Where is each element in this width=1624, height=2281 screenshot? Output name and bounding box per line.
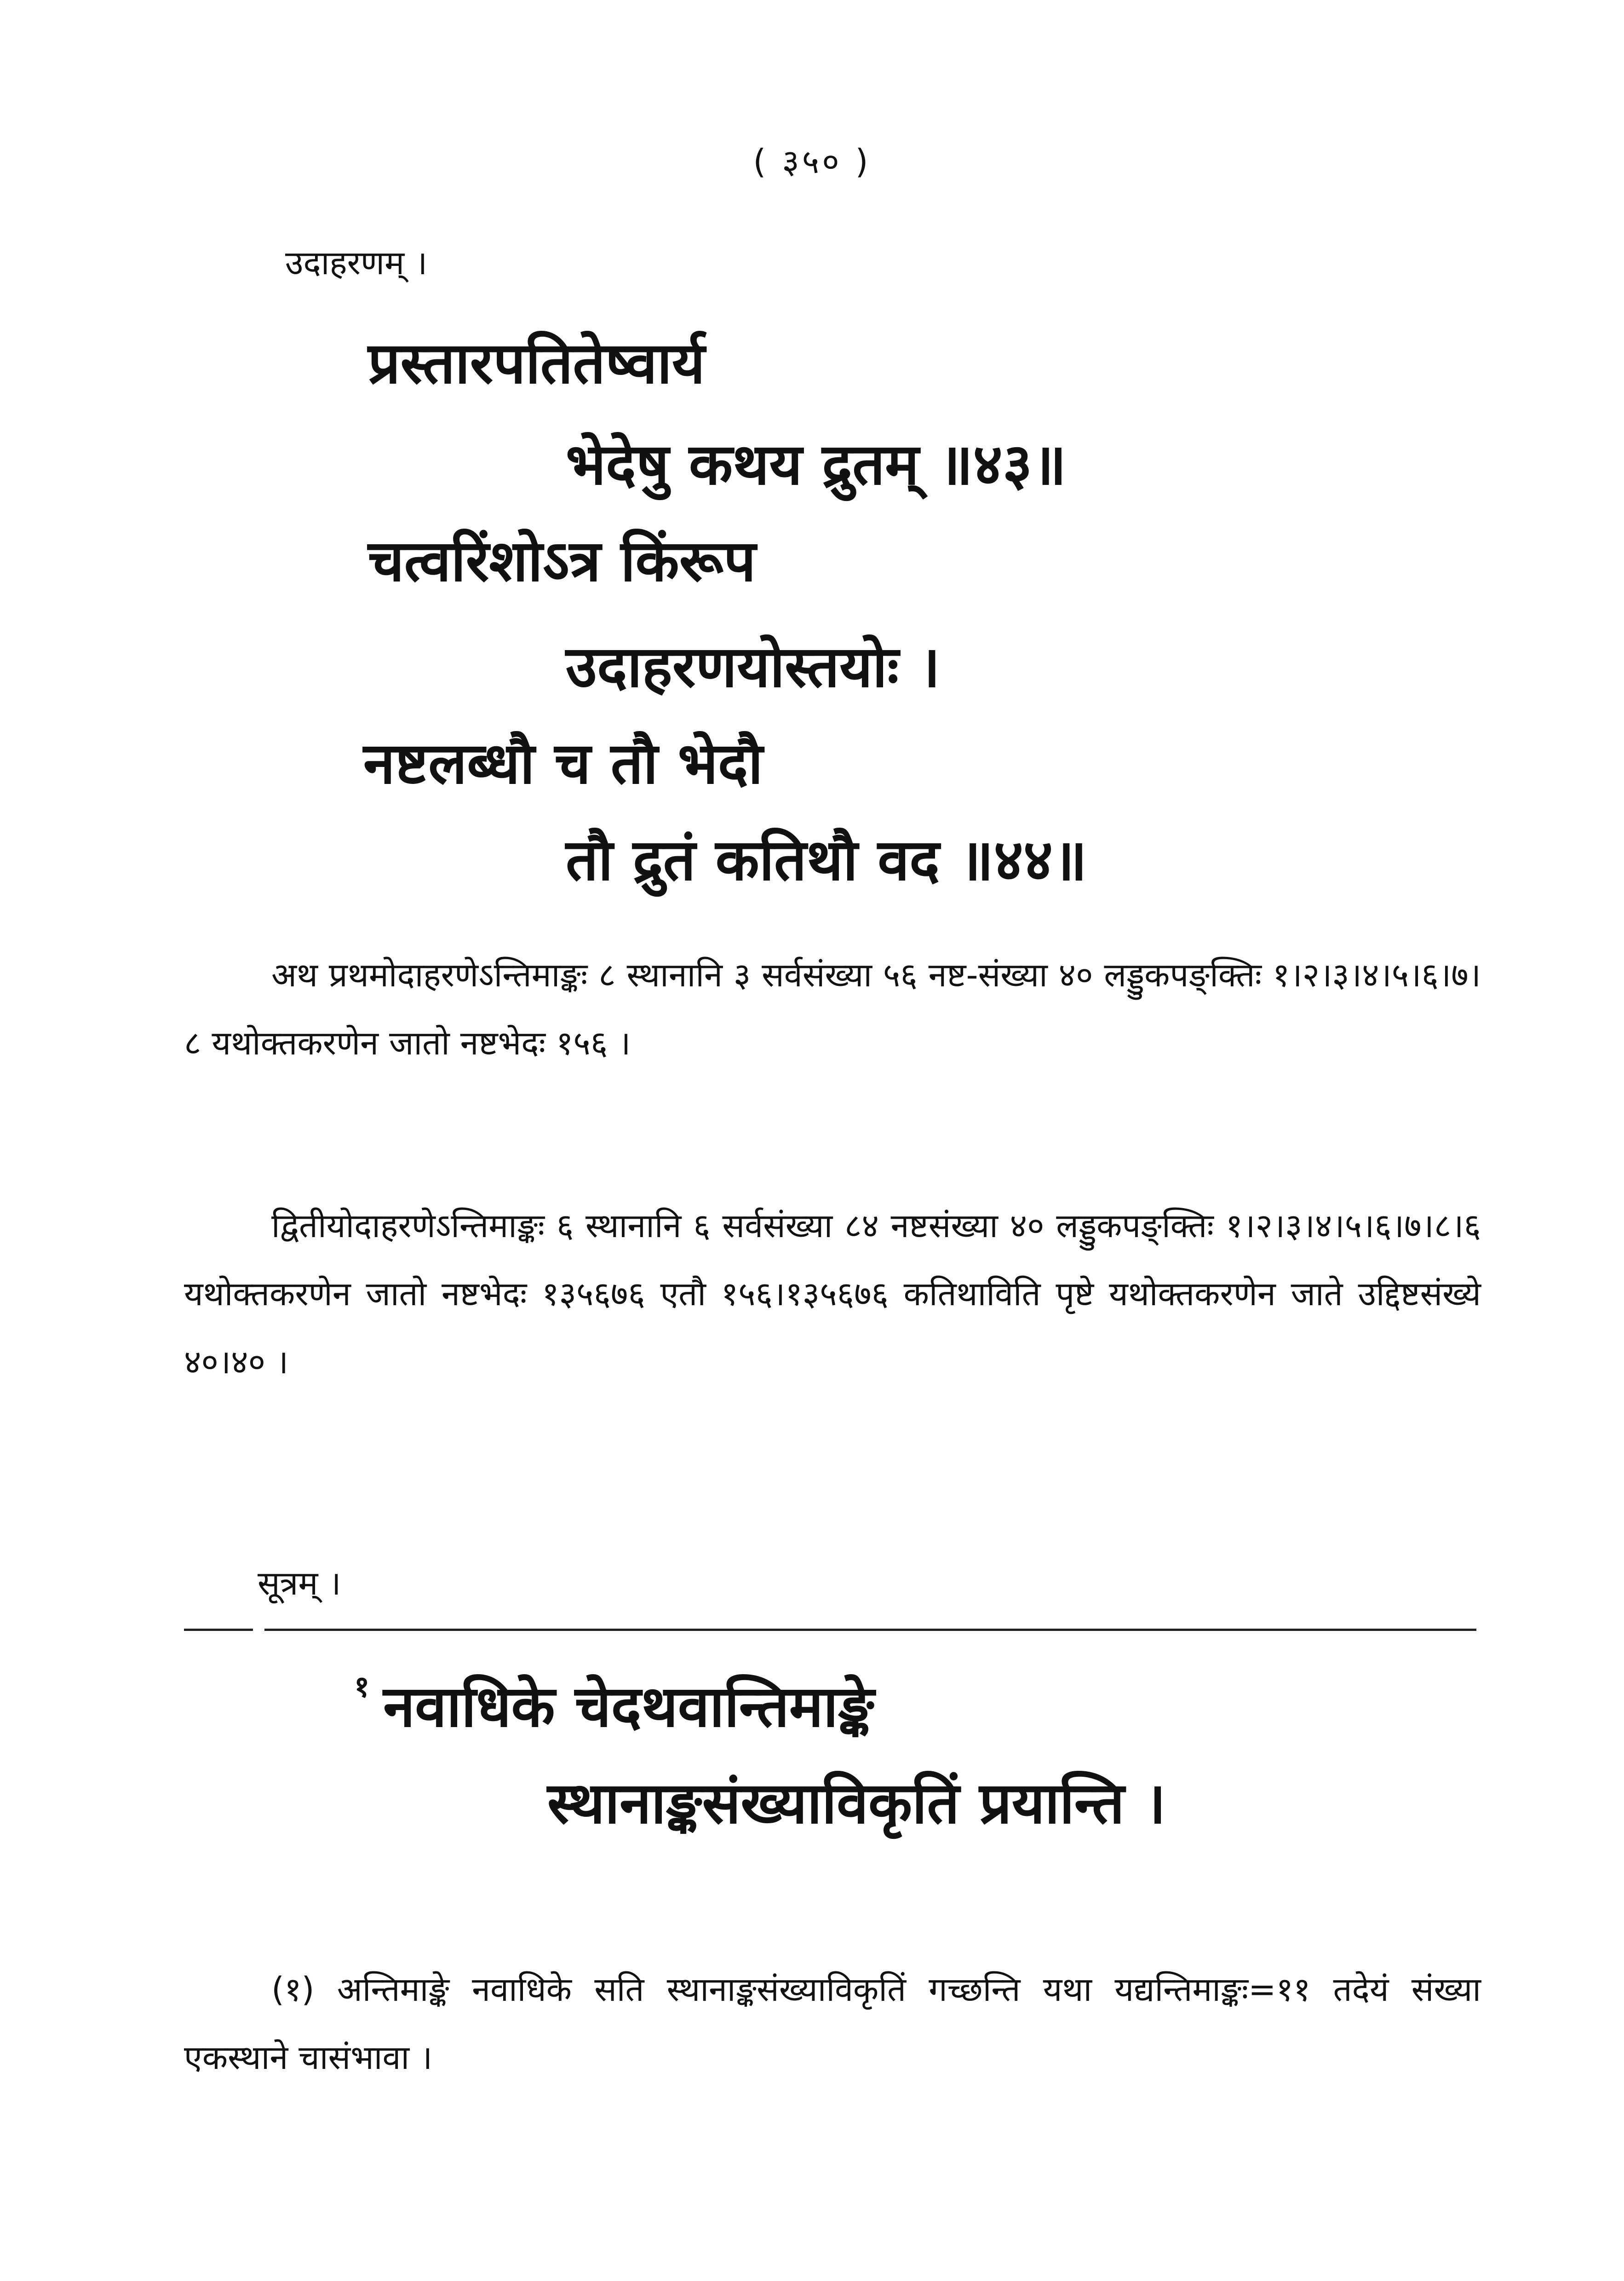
sutra-line-1: [354, 1665, 874, 1743]
sutra-line-2: स्थानाङ्कसंख्याविकृतिं प्रयान्ति ।: [547, 1770, 1166, 1837]
verse-line-1: प्रस्तारपतितेष्वार्य: [368, 330, 705, 397]
verse-line-3: चत्वरिंशोऽत्र किंरूप: [368, 528, 756, 594]
sutra-line-1-text: नवाधिके चेदथवान्तिमाङ्के: [383, 1674, 874, 1740]
footnote-marker: १: [354, 1670, 370, 1704]
footnote-divider-long: [264, 1629, 1476, 1631]
verse-line-5: नष्टलब्धौ च तौ भेदौ: [363, 731, 763, 797]
footnote-divider-short: [184, 1629, 253, 1631]
page-number: ( ३५० ): [753, 142, 871, 181]
sutra-label: सूत्रम् ।: [258, 1564, 341, 1602]
verse-line-2: भेदेषु कथय द्रुतम् ॥४३॥: [566, 432, 1067, 498]
paragraph-first-example: अथ प्रथमोदाहरणेऽन्तिमाङ्कः ८ स्थानानि ३ सर्वसंख्या ५६ नष्ट-संख्या ४० लड्डुकपङ्क्तिः १।२।३।४।५।६।७।८ यथोक्तकरणेन जातो नष्टभेदः १५६ ।: [184, 956, 1481, 1062]
example-label: उदाहरणम् ।: [285, 243, 428, 282]
verse-line-4: उदाहरणयोस्तयोः ।: [566, 634, 941, 700]
verse-line-6: तौ द्रुतं कतिथौ वद ॥४४॥: [566, 827, 1087, 893]
paragraph-second-example: द्वितीयोदाहरणेऽन्तिमाङ्कः ६ स्थानानि ६ सर्वसंख्या ८४ नष्टसंख्या ४० लड्डुकपङ्क्तिः १।२।३।४।५।६।७।८।६ यथोक्तकरणेन जातो नष्टभेदः १३५६७६ एतौ १५६।१३५६७६ कतिथाविति पृष्टे यथोक्तकरणेन जाते उद्दिष्टसंख्ये ४०।४० ।: [184, 1206, 1481, 1381]
footnote: (१) अन्तिमाङ्के नवाधिके सति स्थानाङ्कसंख्याविकृतिं गच्छन्ति यथा यद्यन्तिमाङ्कः=११ तदेयं संख्या एकस्थाने चासंभावा ।: [184, 1970, 1481, 2077]
